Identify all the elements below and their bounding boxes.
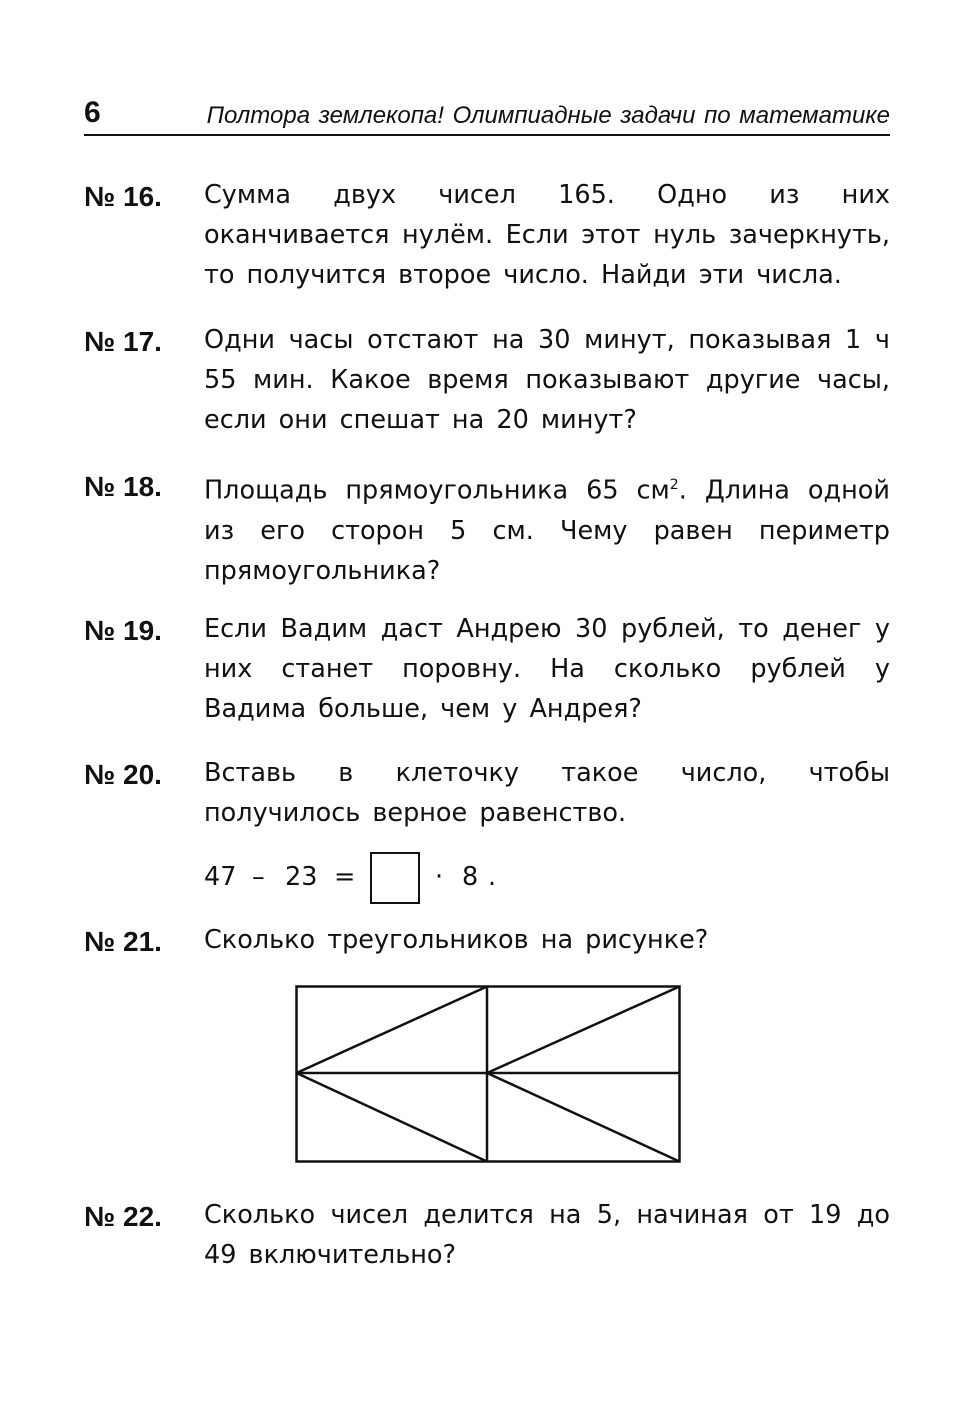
problem-number: № 19.: [84, 615, 162, 646]
equation-term: 23: [285, 862, 318, 892]
problem-number: № 21.: [84, 926, 162, 957]
answer-box: [370, 852, 420, 904]
triangles-figure: [295, 985, 681, 1163]
equals-sign: =: [334, 862, 356, 892]
figure-diagonal: [487, 1073, 680, 1162]
problem-text: Площадь прямоугольника 65 $см^2$. Длина одной из его сторон 5 см. Чему равен периметр прямоугольника?: [204, 475, 890, 586]
problem-number: № 22.: [84, 1201, 162, 1232]
problem-text: Если Вадим даст Андрею 30 рублей, то денег у них станет поровну. На сколько рублей у Вадима больше, чем у Андрея?: [204, 614, 890, 724]
figure-diagonal: [487, 987, 680, 1074]
page-header: [84, 96, 890, 136]
figure-diagonal: [297, 987, 488, 1074]
page-number: 6: [84, 96, 101, 129]
equation-term: 8: [462, 862, 479, 892]
superscript: 2: [669, 477, 679, 493]
running-title: Полтора землекопа! Олимпиадные задачи по математике: [206, 102, 890, 129]
problem-number: № 18.: [84, 471, 162, 502]
problem-text: Одни часы отстают на 30 минут, показывая 1 ч 55 мин. Какое время показывают другие часы, если они спешат на 20 минут?: [204, 325, 890, 435]
problem-text: Сколько чисел делится на 5, начиная от 19 до 49 включительно?: [204, 1200, 890, 1270]
problem-number: № 16.: [84, 181, 162, 212]
problem-number: № 17.: [84, 326, 162, 357]
equation-period: .: [488, 862, 497, 892]
figure-diagonal: [297, 1073, 488, 1162]
problem-text: Сумма двух чисел 165. Одно из них оканчивается нулём. Если этот нуль зачеркнуть, то получится второе число. Найди эти числа.: [204, 180, 890, 290]
problem-text: Вставь в клеточку такое число, чтобы получилось верное равенство.: [204, 758, 890, 828]
problem-number: № 20.: [84, 759, 162, 790]
equation-term: 47: [204, 862, 237, 892]
times-sign: ·: [435, 862, 444, 892]
minus-sign: –: [252, 862, 265, 892]
problem-text: Сколько треугольников на рисунке?: [204, 925, 709, 955]
